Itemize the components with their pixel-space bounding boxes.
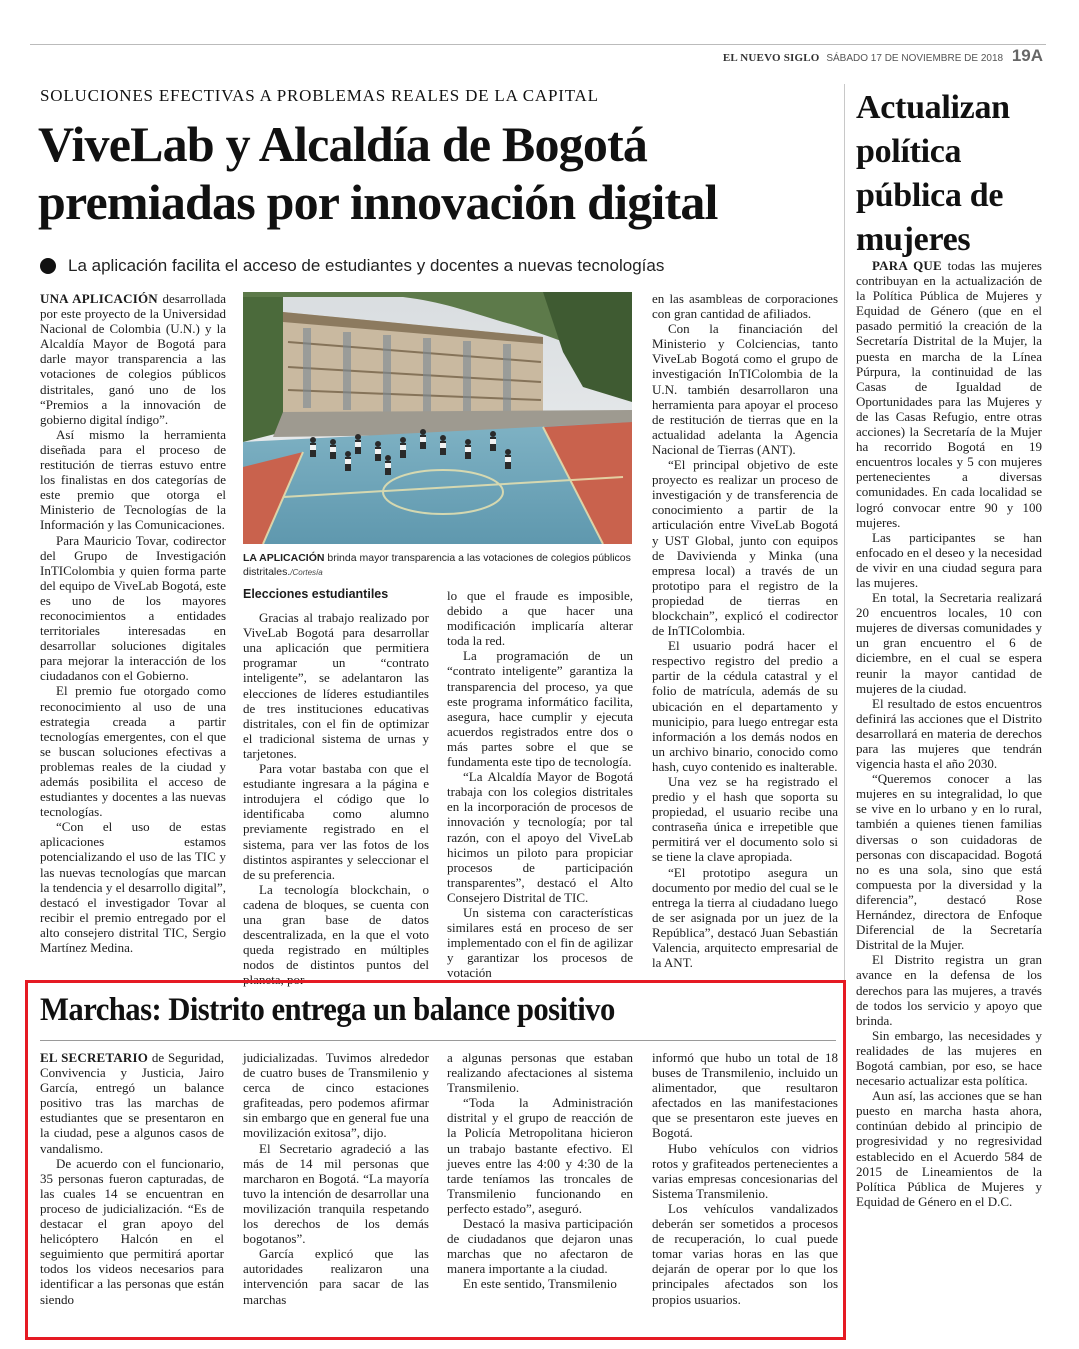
box-col4-para: Los vehículos vandalizados deberán ser sometidos a procesos de recuperación, lo cual puede tomar varias horas en las que dejarán de operar por lo que los principales afectados son los propios usuarios. [652, 1200, 838, 1307]
story-col2-para: Gracias al trabajo realizado por ViveLab Bogotá para desarrollar una aplicación que permitiera programar un “contrato inteligente”, se adelantaron las elecciones de líderes estudiantiles de tres instituciones educativas distritales, con el fin de optimizar el tradicional sistema de urnas y tarjetones. [243, 610, 429, 761]
sidebar-para: Las participantes se han enfocado en el deseo y la necesidad de vivir en una ciudad segura para las mujeres. [856, 529, 1042, 590]
sidebar-headline [856, 86, 1051, 262]
story-col2-para: La tecnología blockchain, o cadena de bloques, se cuenta con una gran base de datos descentralizada, en la que el voto queda registrado en múltiples nodos de distintos puntos del planeta, por [243, 881, 429, 988]
story-col3-para: Un sistema con características similares está en proceso de ser implementado con el fin de agilizar y garantizar los procesos de votación [447, 904, 633, 981]
box-col4-para: informó que hubo un total de 18 buses de Transmilenio, incluido un alimentador, que resultaron afectados en las manifestaciones que se presentaron este jueves en Bogotá. [652, 1050, 838, 1141]
subhead-text: La aplicación facilita el acceso de estudiantes y docentes a nuevas tecnologías [68, 256, 665, 275]
section-subheading: Elecciones estudiantiles [243, 587, 389, 601]
story-col4-para: El usuario podrá hacer el respectivo registro del predio a partir de la cédula catastral y el folio de matrícula, además de su ubicación en el departamento y municipio, para luego entregar esta información a los demás nodos en un archivo binario, conocido como hash, cuyo contenido es inalterable. [652, 638, 838, 774]
story-col1-para: “Con el uso de estas aplicaciones estamos potencializando el uso de las TIC y las nuevas tecnologías que marcan la tendencia y el desarrollo digital”, destacó el investigador Tovar al recibir el premio entregado por el alto consejero distrital TIC, Sergio Martínez Medina. [40, 819, 226, 956]
box-column-3 [447, 1050, 633, 1292]
headline-line-2: premiadas por innovación digital [38, 174, 718, 230]
box-col2-para: García explicó que las autoridades realizaron una intervención para sacar de las marchas [243, 1246, 429, 1307]
story-col1-para: Para Mauricio Tovar, codirector del Grupo de Investigación InTIColombia y quien forma parte del equipo de ViveLab Bogotá, este es uno de los mayores reconocimientos a entidades territoriales interesadas en desarrollar soluciones digitales para mejorar la interacción de los ciudadanos con el Gobierno. [40, 532, 226, 684]
sidebar-para: Sin embargo, las necesidades y realidades de las mujeres en Bogotá cambian, por eso, se hace necesario actualizar esta política. [856, 1027, 1042, 1089]
caption-lead: LA APLICACIÓN [243, 552, 325, 564]
story-column-1 [40, 291, 226, 955]
story-col4-para: Una vez se ha registrado el predio y el hash que soporta su propiedad, el usuario recibe una contraseña única e irrepetible que permitirá ver el documento solo si se tiene la clave apropiada. [652, 774, 838, 865]
story-col3-para: La programación de un “contrato inteligente” garantiza la transparencia del proceso, ya que este programa informático facilita, asegura, hace cumplir y ejecuta acuerdos registrados entre dos o más partes sobre el que se fundamenta este tipo de tecnología. [447, 648, 633, 770]
story-col3-para: “La Alcaldía Mayor de Bogotá trabaja con los colegios distritales en la incorporación de procesos de innovación y tecnología; por tal razón, con el apoyo del ViveLab hicimos un piloto para propiciar procesos de participación transparentes”, destacó el Alto Consejero Distrital de TIC. [447, 769, 633, 905]
box-col2-para: El Secretario agradeció a las más de 14 mil personas que marcharon en Bogotá. “La mayoría tuvo la intención de desarrollar una movilización tranquila respetando los derechos de los demás bogotanos”. [243, 1140, 429, 1247]
header-rule [30, 44, 1046, 45]
story-col1-para: El premio fue otorgado como reconocimiento al uso de una estrategia creada a partir tecnologías emergentes, con el que se buscan soluciones efectivas a problemas reales de la ciudad y además posibilita el acceso de estudiantes y docentes a las nuevas tecnologías. [40, 683, 226, 820]
sidebar-para-0: PARA QUE todas las mujeres contribuyan en la actualización de la Política Pública de Mujeres y Equidad de Género (que en el pasado permitió la creación de la Secretaría Distrital de la Mujer, la puesta en marcha de la Línea Púrpura, la continuidad de las Casas de Igualdad de Oportunidades para las Mujeres y de las Casas Refugio, entre otras acciones) la Secretaría de la Mujer ha recorrido Bogotá en 19 encuentros locales y 5 con mujeres pertenecientes a diversas comunidades. En cada localidad se logró convocar entre 90 y 100 mujeres. [856, 258, 1042, 530]
story-column-3 [447, 588, 633, 980]
box-headline-rule [40, 1040, 836, 1041]
newspaper-name: EL NUEVO SIGLO [722, 52, 820, 64]
school-photo [243, 292, 632, 544]
headline-line-1: ViveLab y Alcaldía de Bogotá [38, 116, 648, 172]
sidebar-lead-in: PARA QUE [872, 258, 942, 273]
box-col3-para: En este sentido, Transmilenio [463, 1276, 617, 1292]
issue-date: SÁBADO 17 DE NOVIEMBRE DE 2018 [826, 53, 1004, 64]
story-col4-para: “El prototipo asegura un documento por medio del cual se le entrega la tierra al ciudadano luego de ser asignada por un juez de la República”, destacó Juan Sebastián Valencia, arquitecto empresarial de la ANT. [652, 864, 838, 971]
sidebar-title-line: mujeres [856, 221, 971, 258]
story-col3-para: lo que el fraude es imposible, debido a que hacer una modificación implicaría alterar toda la red. [447, 588, 633, 649]
page-folio [723, 46, 1043, 66]
box-col1-para-0: EL SECRETARIO de Seguridad, Convivencia y Justicia, Jairo García, entregó un balance positivo tras las marchas de estudiantes que se presentaron en la ciudad, pese a algunos casos de vandalismo. [40, 1050, 224, 1156]
box-col3-para: a algunas personas que estaban realizando afectaciones al sistema Transmilenio. [447, 1050, 633, 1096]
sidebar-para: El Distrito registra un gran avance en la defensa de los derechos para las mujeres, a través de todos los servicio y apoyo que brinda. [856, 952, 1042, 1028]
box-story-headline: Marchas: Distrito entrega un balance positivo [40, 992, 615, 1028]
sidebar-para: En total, la Secretaria realizará 20 encuentros locales, 10 con mujeres de diversas comunidades y un gran encuentro el 6 de diciembre, en el cual se espera reunir la mayor cantidad de mujeres de la ciudad. [856, 590, 1042, 696]
sidebar-title-line: política [856, 133, 962, 170]
story-headline [38, 115, 828, 231]
page-number: 19A [1011, 46, 1043, 65]
story-col2-para: Para votar bastaba con que el estudiante ingresara a la página e introdujera el código que lo identificaba como alumno previamente registrado en el sistema, para ver las fotos de los distintos aspirantes y seleccionar el de su preferencia. [243, 761, 429, 882]
story-column-4 [652, 291, 838, 970]
sidebar-para: “Queremos conocer a las mujeres en su integralidad, lo que se vive en lo urbano y en lo rural, también a quienes tienen familias diversas o son cuidadoras de personas con discapacidad. Bogotá no es una sola, sino que está compuesta por la diversidad y la diferencia”, destacó Rose Hernández, directora de Enfoque Diferencial de la Secretaría Distrital de la Mujer. [856, 771, 1042, 953]
sidebar-para: El resultado de estos encuentros definirá las acciones que el Distrito desarrollará en materia de derechos para las mujeres que tendrán vigencia hasta el año 2030. [856, 695, 1042, 772]
box-column-2 [243, 1050, 429, 1307]
box-col3-para: “Toda la Administración distrital y el grupo de reacción de la Policía Metropolitana hicieron un trabajo bastante efectivo. El jueves entre las 4:00 y 4:30 de la tarde teníamos las troncales de Transmilenio funcionando en perfecto estado”, aseguró. [447, 1095, 633, 1216]
sidebar-title-line: pública de [856, 177, 1004, 214]
sidebar-title-line: Actualizan [856, 89, 1010, 126]
story-lead-in: UNA APLICACIÓN [40, 291, 158, 306]
box-col2-para: judicializadas. Tuvimos alrededor de cuatro buses de Transmilenio y cerca de cinco estaciones grafiteadas, pero podemos afirmar sin embargo que en general fue una movilización exitosa”, dijo. [243, 1050, 429, 1141]
sidebar-body [856, 258, 1042, 1209]
photo-caption [243, 551, 633, 580]
box-lead-in: EL SECRETARIO [40, 1050, 149, 1065]
story-col4-para: en las asambleas de corporaciones con gran cantidad de afiliados. [652, 291, 838, 322]
story-kicker: SOLUCIONES EFECTIVAS A PROBLEMAS REALES DE LA CAPITAL [40, 86, 599, 105]
story-column-2 [243, 587, 429, 987]
story-col1-para-0: UNA APLICACIÓN desarrollada por este proyecto de la Universidad Nacional de Colombia (U.N.) y la Alcaldía Mayor de Bogotá para darle mayor transparencia a las votaciones de colegios públicos distritales, ganó uno de los “Premios a la innovación de gobierno digital índigo”. [40, 291, 226, 427]
caption-text: brinda mayor transparencia a las votaciones de colegios públicos distritales. [243, 552, 631, 578]
sidebar-para: Aun así, las acciones que se han puesto en marcha hasta ahora, continúan debido al principio de progresividad y no regresividad establecido en el Acuerdo 584 de 2015 de Lineamientos de la Política Pública de Mujeres y Equidad de Género en el D.C. [856, 1088, 1042, 1209]
box-col3-para: Destacó la masiva participación de ciudadanos que dejaron unas marchas que no afectaron de manera importante a la ciudad. [447, 1216, 633, 1277]
box-col4-para: Hubo vehículos con vidrios rotos y grafiteados pertenecientes a varias empresas concesionarias del Sistema Transmilenio. [652, 1140, 838, 1201]
bullet-icon [40, 258, 56, 274]
story-col4-para: Con la financiación del Ministerio y Colciencias, tanto ViveLab Bogotá como el grupo de investigación InTIColombia de la U.N. también desarrollaron una herramienta para apoyar el proceso de restitución de tierras que en la actualidad adelanta la Agencia Nacional de Tierras (ANT). [652, 321, 838, 457]
story-subhead [40, 256, 664, 276]
story-col4-para: “El principal objetivo de este proyecto es realizar un proceso de investigación y de transferencia de conocimiento a partir de la articulación entre ViveLab Bogotá y UST Global, junto con equipos de Davivienda y Minka (una empresa local) a través de un prototipo para el registro de la propiedad de tierras en blockchain”, explicó el codirector de InTIColombia. [652, 457, 838, 639]
photo-credit: /Cortesía [290, 568, 323, 577]
box-column-1 [40, 1050, 224, 1307]
box-column-4 [652, 1050, 838, 1307]
box-col1-para: De acuerdo con el funcionario, 35 personas fueron capturadas, de las cuales 14 se encuentran en proceso de judicialización. “Es de destacar el gran apoyo del helicóptero Halcón en el seguimiento que permitirá aportar todos los videos necesarios para identificar a las personas que están siendo [40, 1155, 224, 1307]
story-col1-para: Así mismo la herramienta diseñada para el proceso de restitución de tierras estuvo entre los finalistas en dos categorías de este premio que otorga el Ministerio de Tecnologías de la Información y las Comunicaciones. [40, 426, 226, 533]
